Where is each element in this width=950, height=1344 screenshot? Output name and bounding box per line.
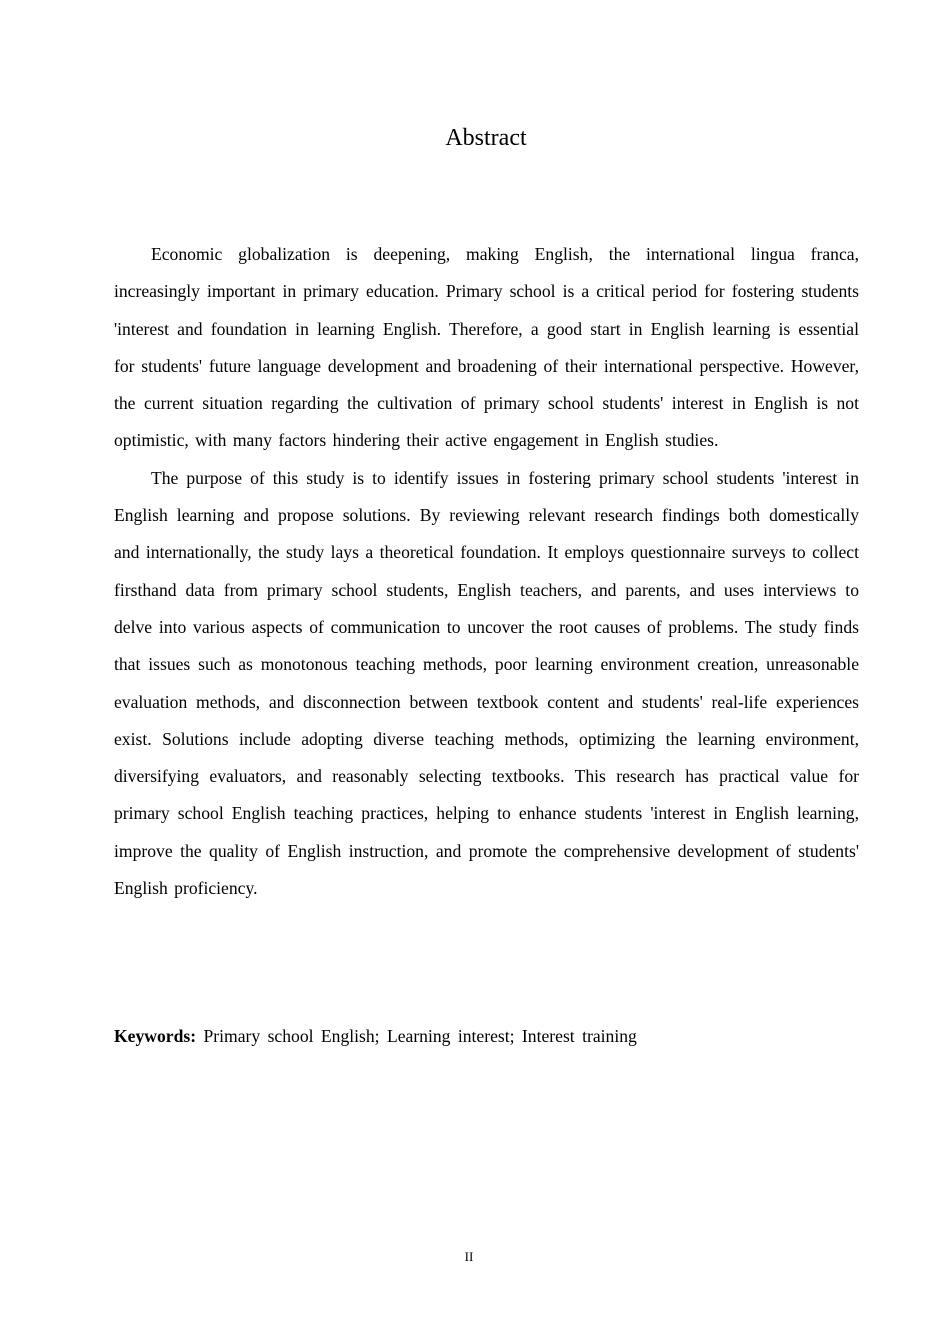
keywords-line xyxy=(114,1018,859,1055)
abstract-paragraph-2: The purpose of this study is to identify issues in fostering primary school students 'interest in English learning and propose solutions. By reviewing relevant research findings both domestically and internationally, the study lays a theoretical foundation. It employs questionnaire surveys to collect firsthand data from primary school students, English teachers, and parents, and uses interviews to delve into various aspects of communication to uncover the root causes of problems. The study finds that issues such as monotonous teaching methods, poor learning environment creation, unreasonable evaluation methods, and disconnection between textbook content and students' real-life experiences exist. Solutions include adopting diverse teaching methods, optimizing the learning environment, diversifying evaluators, and reasonably selecting textbooks. This research has practical value for primary school English teaching practices, helping to enhance students 'interest in English learning, improve the quality of English instruction, and promote the comprehensive development of students' English proficiency. xyxy=(114,467,859,899)
keywords-text: Primary school English; Learning interest; Interest training xyxy=(203,1026,637,1046)
page-number: II xyxy=(464,1249,474,1264)
abstract-body xyxy=(114,236,859,907)
page-title: Abstract xyxy=(445,125,527,151)
abstract-paragraph-1: Economic globalization is deepening, making English, the international lingua franca, increasingly important in primary education. Primary school is a critical period for fostering students 'interest and foundation in learning English. Therefore, a good start in English learning is essential for students' future language development and broadening of their international perspective. However, the current situation regarding the cultivation of primary school students' interest in English is not optimistic, with many factors hindering their active engagement in English studies. xyxy=(114,244,859,451)
keywords-label: Keywords: xyxy=(114,1026,197,1046)
